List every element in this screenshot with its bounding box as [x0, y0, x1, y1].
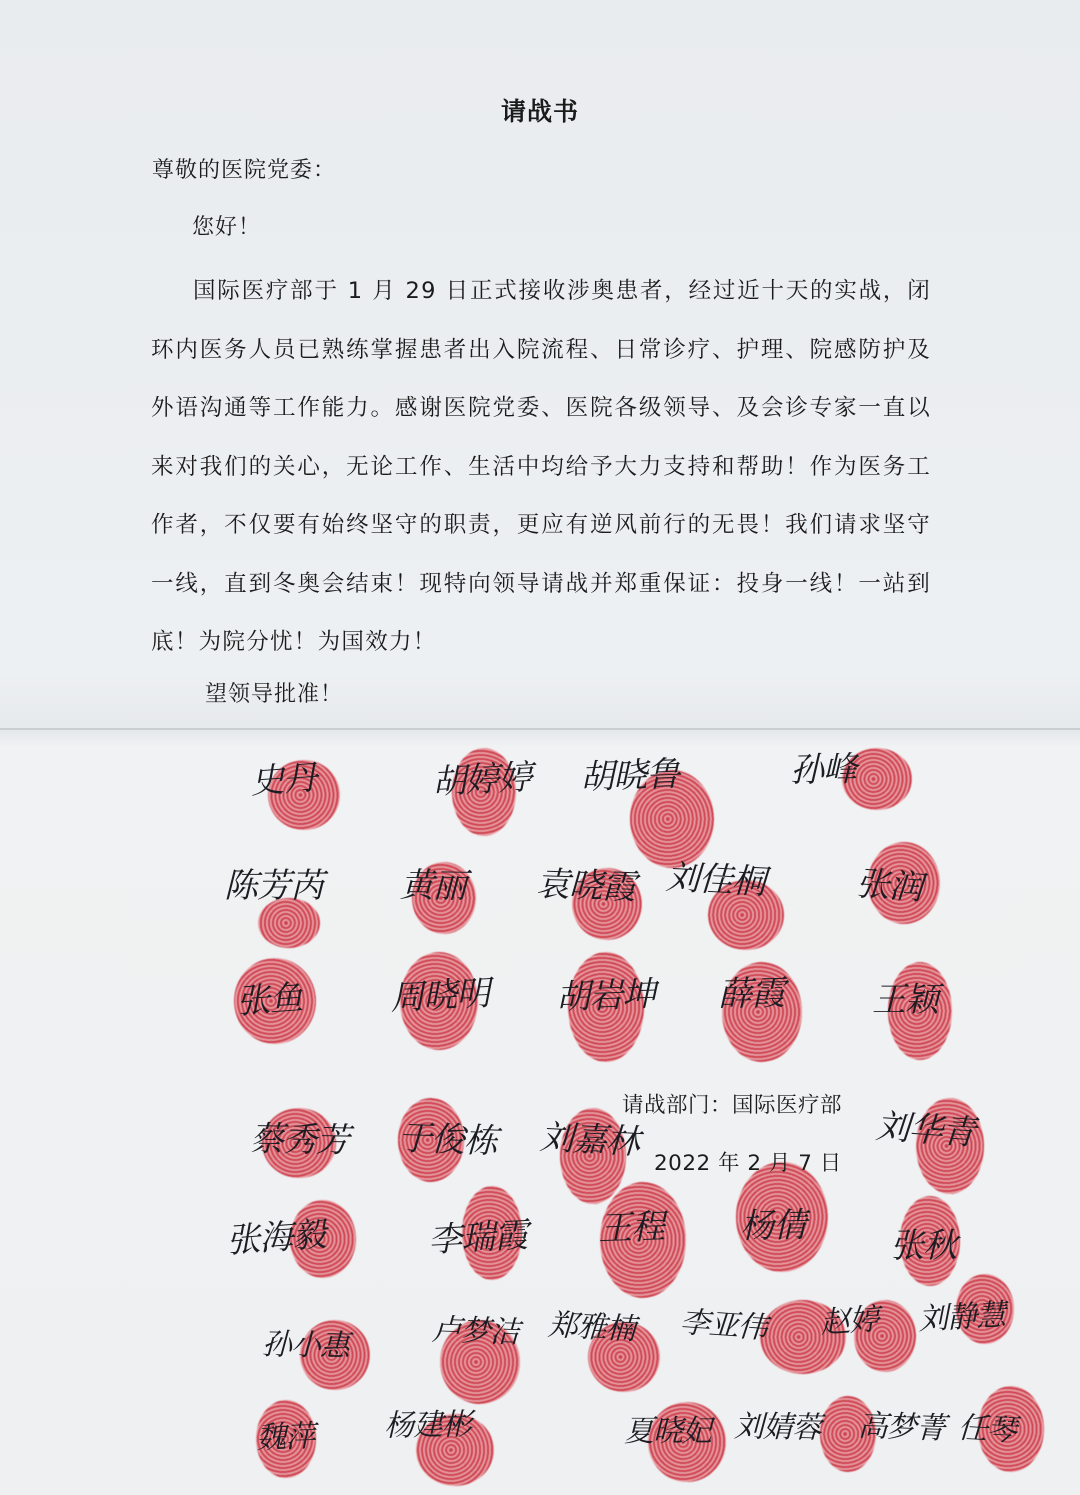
signature: 任琴 — [956, 1410, 1017, 1449]
department-line: 请战部门：国际医疗部 — [622, 1093, 843, 1118]
document-title: 请战书 — [500, 97, 579, 126]
signature: 张秋 — [890, 1226, 956, 1266]
signature: 胡婷婷 — [431, 757, 533, 803]
signature: 杨倩 — [739, 1205, 807, 1247]
signature: 孙峰 — [789, 749, 857, 791]
signature: 刘婧蓉 — [733, 1409, 822, 1446]
closing-line: 望领导批准！ — [205, 682, 344, 707]
signature: 魏萍 — [255, 1418, 315, 1456]
hello-line: 您好！ — [192, 215, 262, 240]
signature: 刘嘉林 — [538, 1117, 640, 1163]
signature: 薛霞 — [717, 973, 785, 1015]
signature: 杨建彬 — [383, 1407, 472, 1444]
signature: 郑雅楠 — [546, 1307, 636, 1348]
signature: 蔡秀芳 — [249, 1119, 350, 1161]
date-line: 2022 年 2 月 7 日 — [654, 1151, 842, 1176]
signature: 胡岩坤 — [555, 974, 656, 1018]
signature: 周晓明 — [389, 973, 491, 1019]
signature: 卢梦洁 — [431, 1312, 520, 1351]
signature: 胡晓鲁 — [579, 754, 680, 798]
signature: 王程 — [597, 1206, 665, 1250]
signature: 刘佳桐 — [664, 857, 766, 903]
signature: 张鱼 — [234, 977, 304, 1023]
signature: 史丹 — [248, 757, 318, 803]
letter-body: 国际医疗部于 1 月 29 日正式接收涉奥患者，经过近十天的实战，闭环内医务人员已熟练掌握患者出入院流程、日常诊疗、护理、院感防护及外语沟通等工作能力。感谢医院党委、医院各级领导、及会诊专家一直以来对我们的关心，无论工作、生活中均给予大力支持和帮助！作为医务工作者，不仅要有始终坚守的职责，更应有逆风前行的无畏！我们请求坚守一线，直到冬奥会结束！现特向领导请战并郑重保证：投身一线！一站到底！为院分忧！为国效力！ — [151, 278, 931, 655]
signature: 刘华青 — [874, 1106, 977, 1154]
signature: 赵婷 — [819, 1302, 880, 1341]
signature: 王颖 — [872, 980, 938, 1020]
signature: 袁晓霞 — [535, 864, 636, 908]
signature: 陈芳芮 — [224, 866, 323, 906]
signature: 夏晓妃 — [624, 1414, 711, 1449]
signature: 孙小惠 — [261, 1327, 350, 1364]
signature: 于俊栋 — [397, 1118, 498, 1162]
signature: 张润 — [854, 863, 924, 909]
signature: 黄丽 — [399, 865, 467, 907]
salutation: 尊敬的医院党委： — [152, 158, 337, 183]
signature: 张海毅 — [224, 1214, 327, 1262]
signature: 李亚伟 — [678, 1304, 768, 1346]
signature: 李瑞霞 — [427, 1215, 529, 1261]
signature: 高梦菁 — [857, 1408, 946, 1447]
signature: 刘静慧 — [917, 1297, 1007, 1338]
